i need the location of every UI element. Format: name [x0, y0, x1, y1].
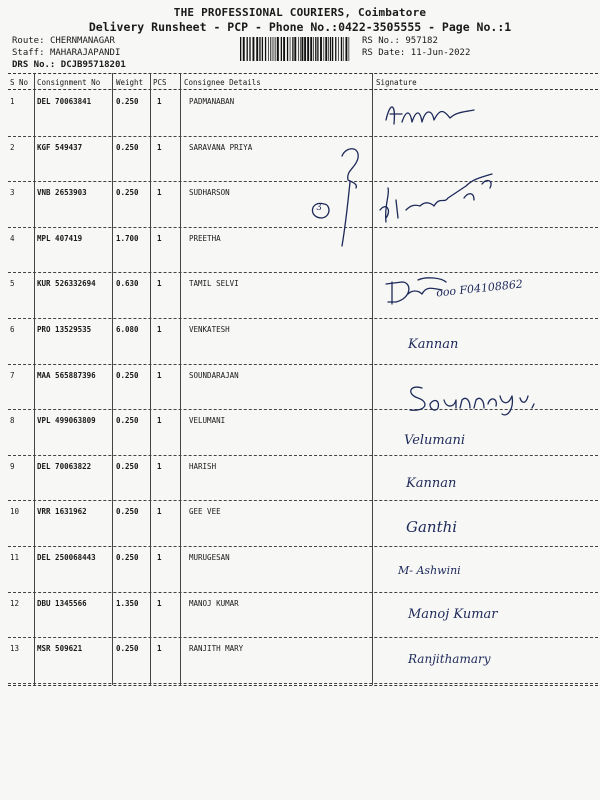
cell-pcs: 1 [157, 233, 162, 243]
staff-info [12, 47, 120, 59]
column-header-consignment: Consignment No [37, 78, 101, 87]
cell-consignee: PREETHA [189, 233, 221, 243]
cell-sno: 10 [10, 507, 20, 517]
cell-consignment-no: VPL 499063809 [37, 416, 96, 426]
table-row [0, 411, 600, 457]
row-divider [8, 546, 598, 547]
signature-text-row-6: Kannan [408, 337, 459, 352]
column-header-consignee: Consignee Details [184, 78, 261, 87]
cell-consignment-no: KGF 549437 [37, 142, 83, 152]
rs-date-info [362, 47, 470, 59]
barcode-image [240, 37, 352, 61]
cell-consignee: HARISH [189, 461, 217, 471]
cell-consignment-no: DEL 70063841 [37, 97, 92, 106]
signature-text-row-10: Ganthi [406, 518, 458, 536]
table-bottom-divider [8, 685, 598, 686]
margin-mark: 3 [316, 203, 322, 213]
row-divider [8, 500, 598, 501]
table-row [0, 457, 600, 503]
row-divider [8, 592, 598, 593]
cell-weight: 1.700 [116, 233, 139, 243]
staff-label: Staff: [12, 48, 45, 58]
table-row [0, 320, 600, 366]
drs-value: DCJB95718201 [60, 60, 126, 70]
signature-row-3 [376, 166, 506, 236]
route-info [12, 35, 115, 47]
rs-no-info [362, 35, 438, 47]
table-row [0, 548, 600, 594]
signature-text-row-13: Ranjithamary [408, 652, 491, 666]
cell-pcs: 1 [157, 553, 162, 562]
cell-consignee: SOUNDARAJAN [189, 370, 239, 380]
cell-weight: 0.250 [116, 553, 139, 562]
cell-pcs: 1 [157, 279, 162, 289]
header-bottom-divider [8, 89, 598, 90]
row-divider [8, 683, 598, 684]
runsheet-title: Delivery Runsheet - PCP - Phone No.:0422-3505555 - Page No.:1 [88, 20, 512, 34]
cell-pcs: 1 [157, 188, 162, 198]
staff-value: MAHARAJAPANDI [49, 48, 121, 58]
cell-consignee: GEE VEE [189, 507, 221, 517]
table-row [0, 594, 600, 640]
cell-consignee: VELUMANI [189, 416, 226, 426]
signature-text-row-9: Kannan [406, 476, 457, 491]
cell-consignee: SARAVANA PRIYA [189, 142, 253, 152]
drs-info [12, 59, 126, 71]
cell-pcs: 1 [157, 644, 162, 654]
table-row [0, 502, 600, 548]
row-divider [8, 637, 598, 638]
cell-weight: 0.250 [116, 461, 139, 471]
cell-sno: 3 [10, 188, 15, 198]
cell-weight: 0.250 [116, 370, 139, 380]
column-header-signature: Signature [376, 78, 417, 87]
column-header-sno: S No [10, 78, 29, 87]
cell-weight: 0.250 [116, 142, 139, 152]
table-row [0, 639, 600, 685]
signature-text-row-11: M- Ashwini [398, 564, 461, 577]
cell-sno: 8 [10, 416, 15, 426]
company-title: THE PROFESSIONAL COURIERS, Coimbatore [173, 6, 427, 19]
margin-annotation [300, 142, 370, 252]
cell-weight: 0.250 [116, 97, 139, 106]
cell-sno: 13 [10, 644, 20, 654]
cell-consignee: RANJITH MARY [189, 644, 244, 654]
drs-label: DRS No.: [12, 60, 56, 70]
signature-row-1 [380, 96, 480, 132]
row-divider [8, 455, 598, 456]
cell-pcs: 1 [157, 325, 162, 334]
cell-consignment-no: DBU 1345566 [37, 598, 87, 608]
cell-consignment-no: KUR 526332694 [37, 279, 96, 289]
cell-consignee: MANOJ KUMAR [189, 598, 239, 608]
cell-consignment-no: VRR 1631962 [37, 507, 87, 517]
cell-sno: 4 [10, 233, 15, 243]
cell-sno: 7 [10, 370, 15, 380]
cell-pcs: 1 [157, 142, 162, 152]
row-divider [8, 364, 598, 365]
signature-row-7 [404, 378, 554, 418]
rs-date-label: RS Date: [362, 48, 406, 58]
signature-text-row-12: Manoj Kumar [408, 607, 498, 622]
cell-consignment-no: PRO 13529535 [37, 325, 92, 334]
cell-weight: 6.080 [116, 325, 139, 334]
header-top-divider [8, 73, 598, 74]
cell-sno: 1 [10, 97, 15, 106]
route-value: CHERNMANAGAR [49, 36, 115, 46]
cell-sno: 2 [10, 142, 15, 152]
cell-consignee: VENKATESH [189, 325, 230, 334]
cell-sno: 6 [10, 325, 15, 334]
cell-weight: 0.250 [116, 507, 139, 517]
cell-pcs: 1 [157, 97, 162, 106]
column-header-weight: Weight [116, 78, 144, 87]
cell-pcs: 1 [157, 370, 162, 380]
cell-sno: 12 [10, 598, 20, 608]
cell-sno: 11 [10, 553, 20, 562]
cell-consignment-no: DEL 70063822 [37, 461, 92, 471]
cell-consignment-no: VNB 2653903 [37, 188, 87, 198]
row-divider [8, 136, 598, 137]
signature-text-row-8: Velumani [404, 433, 466, 448]
cell-pcs: 1 [157, 507, 162, 517]
rs-no-value: 957182 [405, 36, 438, 46]
signature-text-row-5: ooo F04108862 [435, 277, 524, 300]
cell-pcs: 1 [157, 598, 162, 608]
cell-weight: 1.350 [116, 598, 139, 608]
route-label: Route: [12, 36, 45, 46]
cell-consignee: SUDHARSON [189, 188, 230, 198]
cell-consignee: MURUGESAN [189, 553, 230, 562]
cell-sno: 9 [10, 461, 15, 471]
cell-consignee: TAMIL SELVI [189, 279, 239, 289]
cell-weight: 0.250 [116, 644, 139, 654]
cell-consignment-no: MPL 407419 [37, 233, 83, 243]
cell-consignment-no: MSR 509621 [37, 644, 83, 654]
cell-sno: 5 [10, 279, 15, 289]
row-divider [8, 318, 598, 319]
cell-consignment-no: MAA 565887396 [37, 370, 96, 380]
cell-consignee: PADMANABAN [189, 97, 235, 106]
cell-pcs: 1 [157, 416, 162, 426]
rs-date-value: 11-Jun-2022 [410, 48, 471, 58]
cell-pcs: 1 [157, 461, 162, 471]
column-header-pcs: PCS [153, 78, 167, 87]
rs-no-label: RS No.: [362, 36, 400, 46]
table-row [0, 92, 600, 138]
cell-consignment-no: DEL 250068443 [37, 553, 96, 562]
cell-weight: 0.250 [116, 188, 139, 198]
cell-weight: 0.250 [116, 416, 139, 426]
cell-weight: 0.630 [116, 279, 139, 289]
